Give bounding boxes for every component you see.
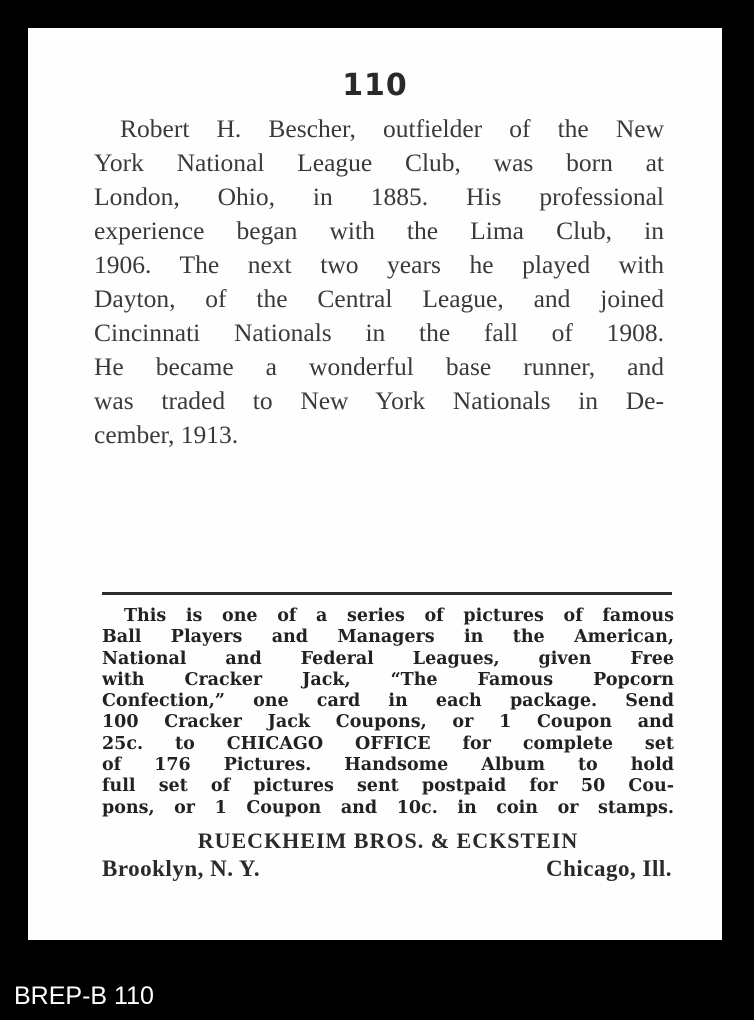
promo-line: This is one of a series of pictures of famous [124, 606, 674, 626]
card-number: 110 [342, 68, 408, 103]
promo-line: 25c. to CHICAGO OFFICE for complete set [102, 733, 674, 754]
promo-line: National and Federal Leagues, given Free [102, 648, 674, 669]
promo-line: Ball Players and Managers in the American, [102, 627, 674, 648]
bio-line: He became a wonderful base runner, and [94, 352, 664, 381]
bio-line: experience began with the Lima Club, in [94, 216, 664, 245]
bio-line: Cincinnati Nationals in the fall of 1908. [94, 318, 664, 347]
bio-line: York National League Club, was born at [94, 148, 664, 177]
bio-line: Robert H. Bescher, outfielder of the New [120, 114, 664, 143]
city-chicago: Chicago, Ill. [546, 856, 672, 881]
promo-line: pons, or 1 Coupon and 10c. in coin or stamps. [102, 797, 674, 818]
promo-line: 100 Cracker Jack Coupons, or 1 Coupon and [102, 712, 674, 733]
promo-line: full set of pictures sent postpaid for 50 Cou- [102, 776, 674, 797]
bio-line: cember, 1913. [94, 420, 239, 449]
promo-line: with Cracker Jack, “The Famous Popcorn [102, 669, 674, 690]
city-brooklyn: Brooklyn, N. Y. [102, 856, 261, 881]
company-name: RUECKHEIM BROS. & ECKSTEIN [197, 828, 579, 853]
card-back [28, 28, 722, 940]
bio-line: Dayton, of the Central League, and joined [94, 284, 664, 313]
catalog-label: BREP-B 110 [14, 982, 154, 1010]
bio-line: London, Ohio, in 1885. His professional [94, 182, 664, 211]
promo-line: of 176 Pictures. Handsome Album to hold [102, 755, 674, 776]
bio-line: 1906. The next two years he played with [94, 250, 664, 279]
divider-rule [102, 592, 672, 595]
promo-text [102, 606, 674, 819]
bio-line: was traded to New York Nationals in De- [94, 386, 664, 415]
promo-line: Confection,” one card in each package. Send [102, 691, 674, 712]
player-biography [94, 112, 664, 452]
